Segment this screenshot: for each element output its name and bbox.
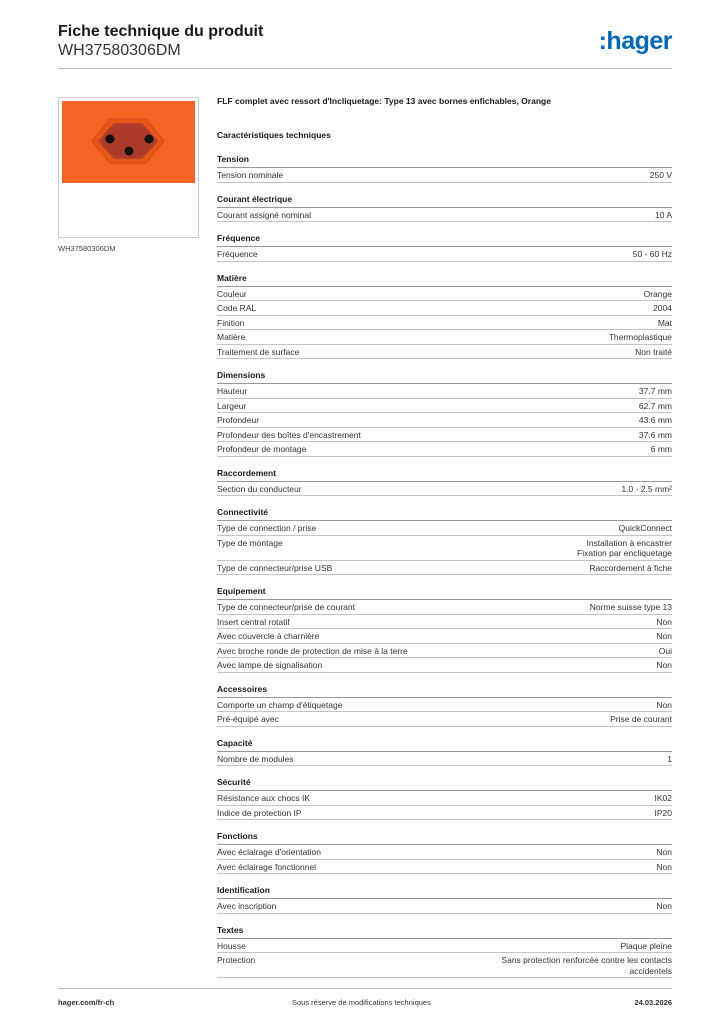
spec-value: Norme suisse type 13 xyxy=(589,602,672,612)
spec-value: 2004 xyxy=(653,303,672,313)
spec-section xyxy=(217,193,672,223)
spec-label: Matière xyxy=(217,332,246,342)
spec-value: 62.7 mm xyxy=(638,400,672,411)
spec-value: Plaque pleine xyxy=(620,940,672,951)
spec-value: 250 V xyxy=(649,170,672,180)
spec-value: Oui xyxy=(658,645,672,656)
spec-label: Type de montage xyxy=(217,537,283,548)
spec-row xyxy=(217,600,672,615)
section-title: Connectivité xyxy=(217,506,672,521)
header-divider xyxy=(58,68,672,69)
spec-row xyxy=(217,658,672,673)
spec-value: Non xyxy=(656,699,672,710)
spec-label: Code RAL xyxy=(217,303,257,313)
spec-row xyxy=(217,208,672,223)
spec-section xyxy=(217,776,672,820)
footer-date: 24.03.2026 xyxy=(634,998,672,1007)
spec-section xyxy=(217,272,672,360)
main-content xyxy=(217,95,672,988)
section-title: Sécurité xyxy=(217,776,672,791)
spec-label: Profondeur des boîtes d'encastrement xyxy=(217,429,361,440)
spec-row xyxy=(217,521,672,536)
spec-row xyxy=(217,316,672,331)
spec-value: Thermoplastique xyxy=(608,332,672,342)
spec-label: Avec éclairage d'orientation xyxy=(217,847,322,857)
spec-value: 6 mm xyxy=(650,444,672,454)
spec-label: Type de connecteur/prise de courant xyxy=(217,602,355,612)
spec-label: Traitement de surface xyxy=(217,346,300,357)
spec-label: Insert central rotatif xyxy=(217,616,290,627)
spec-label: Avec éclairage fonctionnel xyxy=(217,861,317,872)
spec-value: Non xyxy=(656,861,672,872)
spec-section xyxy=(217,830,672,874)
spec-value: Non xyxy=(656,616,672,627)
spec-label: Profondeur de montage xyxy=(217,444,307,454)
spec-row xyxy=(217,428,672,443)
spec-value: Non xyxy=(656,660,672,670)
product-reference: WH37580306DM xyxy=(58,42,181,59)
spec-row xyxy=(217,860,672,875)
spec-value: 43.6 mm xyxy=(638,415,672,425)
spec-section xyxy=(217,884,672,914)
spec-row xyxy=(217,330,672,345)
spec-row xyxy=(217,561,672,576)
section-title: Raccordement xyxy=(217,467,672,482)
spec-value: QuickConnect xyxy=(618,523,672,533)
spec-value: Sans protection renforcée contre les contacts accidentels xyxy=(501,955,672,976)
spec-value: Installation à encastrer Fixation par encliquetage xyxy=(577,537,672,558)
spec-label: Fréquence xyxy=(217,249,258,259)
spec-row xyxy=(217,287,672,302)
spec-label: Type de connection / prise xyxy=(217,523,317,533)
spec-row xyxy=(217,345,672,360)
spec-label: Résistance aux chocs IK xyxy=(217,793,311,803)
spec-row xyxy=(217,168,672,183)
spec-row xyxy=(217,301,672,316)
spec-label: Avec couvercle à charnière xyxy=(217,631,320,641)
spec-row xyxy=(217,899,672,914)
spec-row xyxy=(217,712,672,727)
spec-sections xyxy=(217,153,672,978)
spec-value: 1.0 - 2.5 mm² xyxy=(621,483,672,494)
spec-value: IK02 xyxy=(654,793,672,803)
document-title: Fiche technique du produit xyxy=(58,23,264,40)
spec-row xyxy=(217,644,672,659)
spec-section xyxy=(217,683,672,727)
spec-row xyxy=(217,629,672,644)
spec-label: Housse xyxy=(217,940,246,951)
spec-value: Mat xyxy=(657,317,672,328)
spec-value: Orange xyxy=(643,288,672,299)
section-title: Capacité xyxy=(217,737,672,752)
spec-label: Avec lampe de signalisation xyxy=(217,660,323,670)
section-title: Identification xyxy=(217,884,672,899)
spec-label: Hauteur xyxy=(217,386,248,396)
spec-label: Comporte un champ d'étiquetage xyxy=(217,699,343,710)
spec-row xyxy=(217,413,672,428)
footer-website[interactable]: hager.com/fr-ch xyxy=(58,998,115,1007)
spec-value: IP20 xyxy=(654,807,672,818)
spec-row xyxy=(217,247,672,262)
spec-value: 50 - 60 Hz xyxy=(632,249,672,259)
spec-label: Avec inscription xyxy=(217,901,277,911)
spec-value: Non xyxy=(656,631,672,641)
spec-label: Indice de protection IP xyxy=(217,807,302,818)
spec-row xyxy=(217,698,672,713)
spec-row xyxy=(217,953,672,978)
footer-disclaimer: Sous réserve de modifications techniques xyxy=(292,998,431,1007)
spec-label: Type de connecteur/prise USB xyxy=(217,562,333,573)
spec-value: Raccordement à fiche xyxy=(589,562,672,573)
spec-row xyxy=(217,845,672,860)
spec-row xyxy=(217,482,672,497)
section-title: Matière xyxy=(217,272,672,287)
footer-divider xyxy=(58,988,672,989)
spec-value: Non xyxy=(656,847,672,857)
spec-label: Finition xyxy=(217,317,245,328)
spec-label: Protection xyxy=(217,955,256,965)
hager-logo: :hager xyxy=(598,27,672,55)
spec-section xyxy=(217,924,672,979)
spec-row xyxy=(217,384,672,399)
spec-value: 10 A xyxy=(654,209,672,220)
spec-label: Couleur xyxy=(217,288,247,299)
section-title: Textes xyxy=(217,924,672,939)
spec-row xyxy=(217,399,672,414)
spec-section xyxy=(217,153,672,183)
section-title: Courant électrique xyxy=(217,193,672,208)
spec-row xyxy=(217,791,672,806)
section-title: Fonctions xyxy=(217,830,672,845)
spec-value: Non traité xyxy=(635,346,672,357)
spec-label: Tension nominale xyxy=(217,170,284,180)
spec-label: Section du conducteur xyxy=(217,483,302,494)
section-title: Equipement xyxy=(217,585,672,600)
spec-section xyxy=(217,737,672,767)
spec-section xyxy=(217,506,672,575)
spec-row xyxy=(217,442,672,457)
product-image-caption: WH37580306DM xyxy=(58,244,116,253)
spec-label: Nombre de modules xyxy=(217,753,294,764)
section-title: Tension xyxy=(217,153,672,168)
section-title: Accessoires xyxy=(217,683,672,698)
spec-label: Profondeur xyxy=(217,415,260,425)
technical-characteristics-heading: Caractéristiques techniques xyxy=(217,130,331,140)
spec-value: Prise de courant xyxy=(610,714,672,724)
spec-row xyxy=(217,615,672,630)
spec-row xyxy=(217,806,672,821)
page-header xyxy=(58,22,672,70)
spec-row xyxy=(217,536,672,561)
spec-label: Courant assigné nominal xyxy=(217,209,312,220)
section-title: Dimensions xyxy=(217,369,672,384)
spec-label: Largeur xyxy=(217,400,247,411)
spec-section xyxy=(217,467,672,497)
spec-value: 37.6 mm xyxy=(638,429,672,440)
spec-label: Pré-équipé avec xyxy=(217,714,279,724)
socket-illustration xyxy=(62,101,195,183)
spec-value: 1 xyxy=(667,753,672,764)
product-description: FLF complet avec ressort d'Incliquetage: Type 13 avec bornes enfichables, Orange xyxy=(217,96,551,106)
spec-row xyxy=(217,939,672,954)
spec-label: Avec broche ronde de protection de mise à la terre xyxy=(217,645,408,656)
product-image xyxy=(62,101,195,183)
spec-section xyxy=(217,585,672,673)
section-title: Fréquence xyxy=(217,232,672,247)
spec-row xyxy=(217,752,672,767)
spec-value: Non xyxy=(656,901,672,911)
product-image-frame xyxy=(58,97,199,238)
spec-section xyxy=(217,232,672,262)
spec-section xyxy=(217,369,672,457)
spec-value: 37.7 mm xyxy=(638,386,672,396)
